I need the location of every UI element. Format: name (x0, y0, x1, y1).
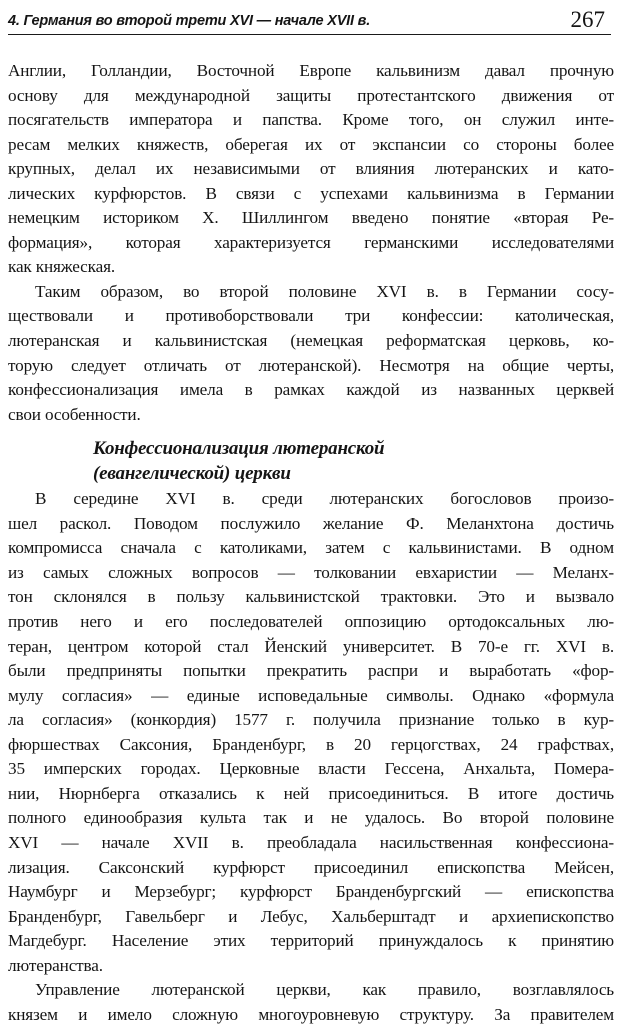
running-title: 4. Германия во второй трети XVI — начале XVII в. (8, 13, 371, 29)
text-line: конфессионализация имела в рамках каждой из названных церквей (8, 380, 614, 400)
text-line: ла согласия» (конкордия) 1577 г. получила признание только в кур- (8, 710, 614, 730)
text-line: Управление лютеранской церкви, как правило, возглавлялось (35, 980, 614, 1000)
section-heading (8, 437, 614, 486)
text-line: формация», которая характеризуется германскими исследователями (8, 232, 614, 252)
text-line: свои особенности. (8, 404, 141, 424)
text-line: посягательств императора и папства. Кроме того, он служил инте- (8, 110, 614, 130)
text-line: ществовали и противоборствовали три конфессии: католическая, (8, 306, 614, 326)
text-line: XVI — начале XVII в. преобладала насильственная конфессиона- (8, 832, 614, 852)
text-line: лических курфюрстов. В связи с успехами кальвинизма в Германии (8, 183, 614, 203)
text-line: Бранденбург, Гавельберг и Лебус, Хальберштадт и архиепископство (8, 906, 614, 926)
text-line: ресам мелких княжеств, оберегая их от экспансии со стороны более (8, 134, 614, 154)
text-line: крупных, делал их независимыми от влияния лютеранских и като- (8, 159, 614, 179)
text-line: Наумбург и Мерзебург; курфюрст Бранденбургский — епископства (8, 882, 614, 902)
text-line: 35 имперских городах. Церковные власти Гессена, Анхальта, Помера- (8, 759, 614, 779)
paragraph-2 (8, 280, 614, 427)
paragraph-4 (8, 978, 614, 1027)
text-line: В середине XVI в. среди лютеранских богословов произо- (35, 489, 614, 509)
paragraph-3 (8, 487, 614, 978)
text-line: были предприняты попытки прекратить распри и выработать «фор- (8, 661, 614, 681)
text-line: немецким историком Х. Шиллингом введено понятие «вторая Ре- (8, 208, 614, 228)
text-line: лютеранства. (8, 955, 103, 975)
text-line: тон склонялся в пользу кальвинистской трактовки. Это и вызвало (8, 587, 614, 607)
running-header (8, 4, 611, 35)
text-line: Англии, Голландии, Восточной Европе кальвинизм давал прочную (8, 61, 614, 80)
text-line: торую следует отличать от лютеранской). Несмотря на общие черты, (8, 355, 614, 375)
text-line: теран, центром которой стал Йенский университет. В 70-е гг. XVI в. (8, 636, 614, 656)
text-line: лизация. Саксонский курфюрст присоединил епископства Мейсен, (8, 857, 614, 877)
section-heading-line: (евангелической) церкви (93, 462, 291, 484)
text-line: полного единообразия культа так и не удалось. Во второй половине (8, 808, 614, 828)
text-line: нии, Нюрнберга отказались к ней присоединиться. В итоге достичь (8, 783, 614, 803)
text-line: лютеранская и кальвинистская (немецкая реформатская церковь, ко- (8, 331, 614, 351)
text-line: шел раскол. Поводом послужило желание Ф. Меланхтона достичь (8, 513, 614, 533)
text-line: из самых сложных вопросов — толковании евхаристии — Меланх- (8, 562, 614, 582)
page-number: 267 (570, 7, 605, 32)
text-line: компромисса сначала с католиками, затем с кальвинистами. В одном (8, 538, 614, 558)
text-line: против него и его последователей оппозицию ортодоксальных лю- (8, 612, 614, 632)
text-line: как княжеская. (8, 257, 115, 277)
text-line: основу для международной защиты протестантского движения от (8, 85, 614, 105)
text-line: мулу согласия» — единые исповедальные символы. Однако «формула (8, 685, 614, 705)
body-text (8, 59, 614, 1027)
text-line: Магдебург. Население этих территорий принуждалось к принятию (8, 931, 614, 951)
section-heading-line: Конфессионализация лютеранской (93, 438, 385, 460)
text-line: князем и имело сложную многоуровневую структуру. За правителем (8, 1004, 614, 1024)
text-line: Таким образом, во второй половине XVI в. в Германии сосу- (35, 281, 614, 301)
text-line: фюршествах Саксония, Бранденбург, в 20 герцогствах, 24 графствах, (8, 734, 614, 754)
paragraph-1 (8, 59, 614, 280)
